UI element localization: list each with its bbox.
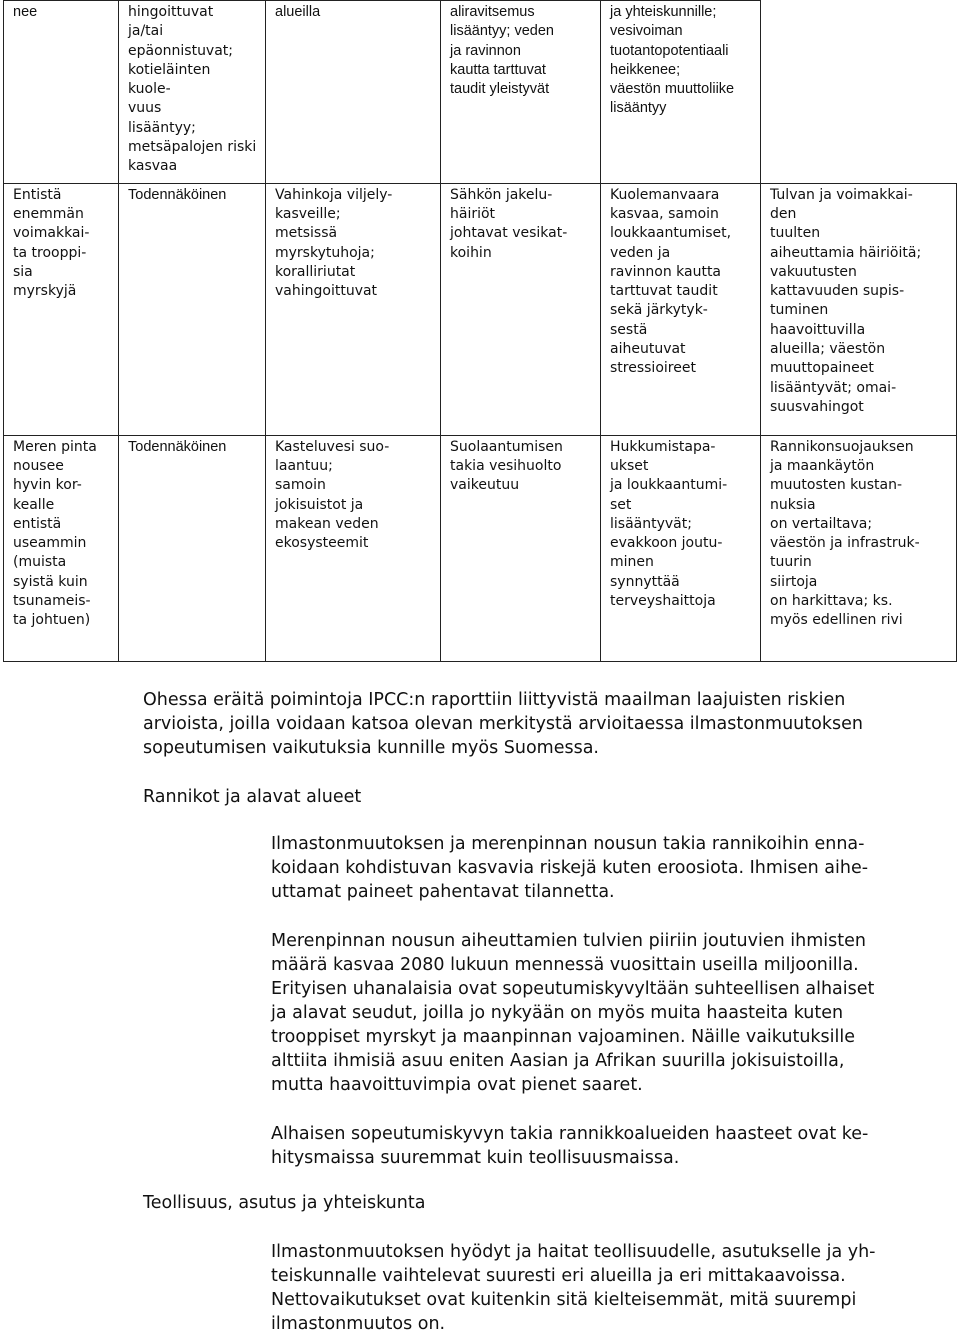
table-cell: nee xyxy=(4,1,119,184)
table-cell: Vahinkoja viljely- kasveille; metsissä myrskytuhoja; koralliriutat vahingoittuvat xyxy=(266,183,441,435)
section-paragraph: Merenpinnan nousun aiheuttamien tulvien piiriin joutuvien ihmisten määrä kasvaa 2080 lukuun mennessä vuosittain useilla miljoonilla. Erityisen uhanalaisia ovat sopeutumiskyvyltään suhteellisen alhaiset ja alavat seudut, joilla jo nykyään on myös muita haasteita kuten trooppiset myrskyt ja maanpinnan vajoaminen. Näille vaikutuksille alttiita ihmisiä asuu eniten Aasian ja Afrikan suurilla jokisuistoilla, mutta haavoittuvimpia ovat pienet saaret. xyxy=(271,931,875,1095)
table-cell: Rannikonsuojauksen ja maankäytön muutosten kustan- nuksia on vertailtava; väestön ja infrastruk- tuurin siirtoja on harkittava; ks. myös edellinen rivi xyxy=(761,435,957,661)
table-cell: Todennäköinen xyxy=(119,435,266,661)
table-cell: Entistä enemmän voimakkai- ta trooppi- sia myrskyjä xyxy=(4,183,119,435)
risk-table xyxy=(3,0,957,662)
table-cell: Hukkumistapa- ukset ja loukkaantumi- set lisääntyvät; evakkoon joutu- minen synnyttää terveyshaittoja xyxy=(601,435,761,661)
table-cell: Suolaantumisen takia vesihuolto vaikeutuu xyxy=(441,435,601,661)
table-row xyxy=(4,435,957,661)
table-cell: hingoittuvat ja/tai epäonnistuvat; kotieläinten kuole- vuus lisääntyy; metsäpalojen riski kasvaa xyxy=(119,1,266,184)
table-cell: aliravitsemus lisääntyy; veden ja ravinnon kautta tarttuvat taudit yleistyvät xyxy=(441,1,601,184)
section-paragraph: Alhaisen sopeutumiskyvyn takia rannikkoalueiden haasteet ovat ke- hitysmaissa suuremmat kuin teollisuusmaissa. xyxy=(271,1124,869,1168)
table-cell: ja yhteiskunnille; vesivoiman tuotantopotentiaali heikkenee; väestön muuttoliike lisääntyy xyxy=(601,1,761,184)
section-paragraph: Ilmastonmuutoksen ja merenpinnan nousun takia rannikoihin enna- koidaan kohdistuvan kasvavia riskejä kuten eroosiota. Ihmisen aihe- uttamat paineet pahentavat tilannetta. xyxy=(271,834,869,902)
section-heading-coasts: Rannikot ja alavat alueet xyxy=(143,787,362,807)
table-row xyxy=(4,183,957,435)
table-row xyxy=(4,1,957,184)
table-cell: Meren pinta nousee hyvin kor- kealle entistä useammin (muista syistä kuin tsunameis- ta johtuen) xyxy=(4,435,119,661)
table-cell: Kuolemanvaara kasvaa, samoin loukkaantumiset, veden ja ravinnon kautta tarttuvat taudit sekä järkytyk- sestä aiheutuvat stressioireet xyxy=(601,183,761,435)
table-cell: Todennäköinen xyxy=(119,183,266,435)
section-heading-industry: Teollisuus, asutus ja yhteiskunta xyxy=(143,1193,426,1213)
section-paragraph: Ilmastonmuutoksen hyödyt ja haitat teollisuudelle, asutukselle ja yh- teiskunnalle vaihtelevat suuresti eri alueilla ja eri mittakaavoissa. Nettovaikutukset ovat kuitenkin sitä kielteisemmät, mitä suurempi ilmastonmuutos on. xyxy=(271,1242,876,1334)
table-cell: Sähkön jakelu- häiriöt johtavat vesikat- koihin xyxy=(441,183,601,435)
intro-paragraph: Ohessa eräitä poimintoja IPCC:n raporttiin liittyvistä maailman laajuisten riskien arvioista, joilla voidaan katsoa olevan merkitystä arvioitaessa ilmastonmuutoksen sopeutumisen vaikutuksia kunnille myös Suomessa. xyxy=(143,690,863,758)
table-cell: Kasteluvesi suo- laantuu; samoin jokisuistot ja makean veden ekosysteemit xyxy=(266,435,441,661)
table-cell: Tulvan ja voimakkai- den tuulten aiheuttamia häiriöitä; vakuutusten kattavuuden supis- tuminen haavoittuvilla alueilla; väestön muuttopaineet lisääntyvät; omai- suusvahingot xyxy=(761,183,957,435)
table-cell: alueilla xyxy=(266,1,441,184)
